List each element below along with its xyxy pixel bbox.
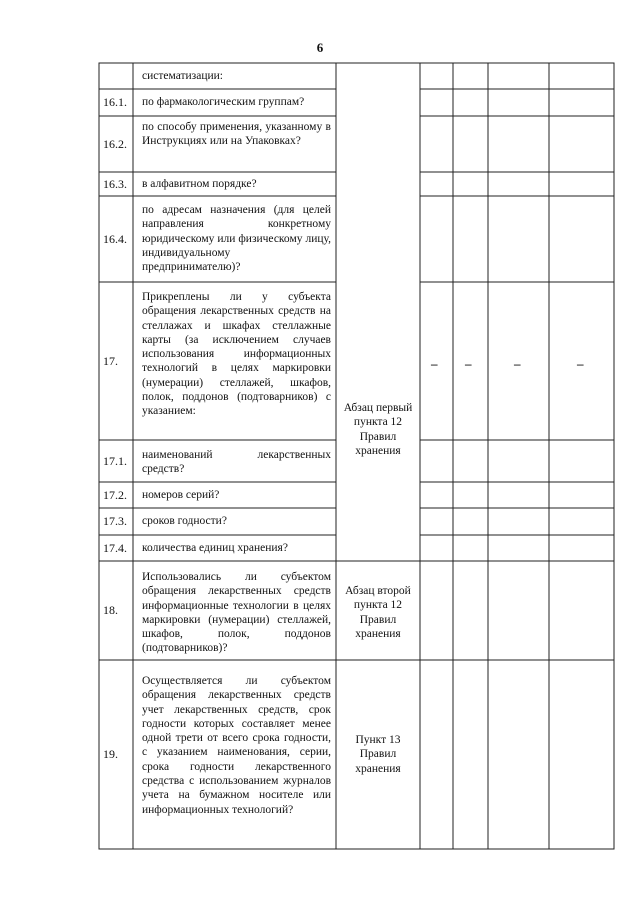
item-number: 19. [103, 747, 118, 762]
question-cell: по фармакологическим группам? [142, 96, 305, 109]
item-number: 17.2. [103, 487, 127, 502]
item-number: 16.1. [103, 95, 127, 110]
question-cell: Прикреплены ли у субъекта обращения лекарственных средств на стеллажах и шкафах стеллажные карты (за исключением случаев использования информационных технологий в целях маркировки (нумерации) стеллажей, шкафов, полок, поддонов (подтоварников) с указанием: [142, 291, 331, 418]
page-number: 6 [316, 40, 324, 55]
question-cell: по способу применения, указанному в Инструкциях или на Упаковках? [142, 121, 331, 148]
dash-mark: – [514, 356, 521, 371]
basis-cell-18: Абзац второй пункта 12 Правил хранения [345, 585, 411, 640]
dash-mark: – [577, 356, 584, 371]
question-cell: систематизации: [142, 69, 223, 82]
item-number: 17. [103, 353, 118, 368]
question-cell: количества единиц хранения? [142, 541, 288, 554]
question-cell: сроков годности? [142, 515, 227, 528]
item-number: 17.3. [103, 514, 127, 529]
question-cell: Осуществляется ли субъектом обращения лекарственных средств учет лекарственных средств, срок годности которых составляет менее одной трети от всего срока годности, с указанием наименования, серии, срока годности лекарственного средства с использованием журналов учета на бумажном носителе или информационных технологий? [142, 675, 331, 816]
item-number: 17.1. [103, 453, 127, 468]
item-number: 17.4. [103, 540, 127, 555]
question-cell: по адресам назначения (для целей направления конкретному юридическому или физическому лицу, индивидуальному предпринимателю)? [142, 204, 331, 274]
item-number: 16.3. [103, 176, 127, 191]
question-cell: Использовались ли субъектом обращения лекарственных средств информационные технологии в целях маркировки (нумерации) стеллажей, шкафов, полок, поддонов (подтоварников)? [142, 571, 331, 655]
dash-mark: – [431, 356, 438, 371]
question-cell: номеров серий? [142, 488, 220, 501]
question-cell: в алфавитном порядке? [142, 177, 257, 190]
item-number: 18. [103, 603, 118, 618]
dash-mark: – [465, 356, 472, 371]
basis-cell-19: Пункт 13 Правил хранения [355, 734, 401, 775]
question-cell: наименований лекарственных средств? [142, 449, 331, 476]
item-number: 16.4. [103, 231, 127, 246]
basis-cell-17: Абзац первый пункта 12 Правил хранения [343, 402, 413, 457]
item-number: 16.2. [103, 136, 127, 151]
